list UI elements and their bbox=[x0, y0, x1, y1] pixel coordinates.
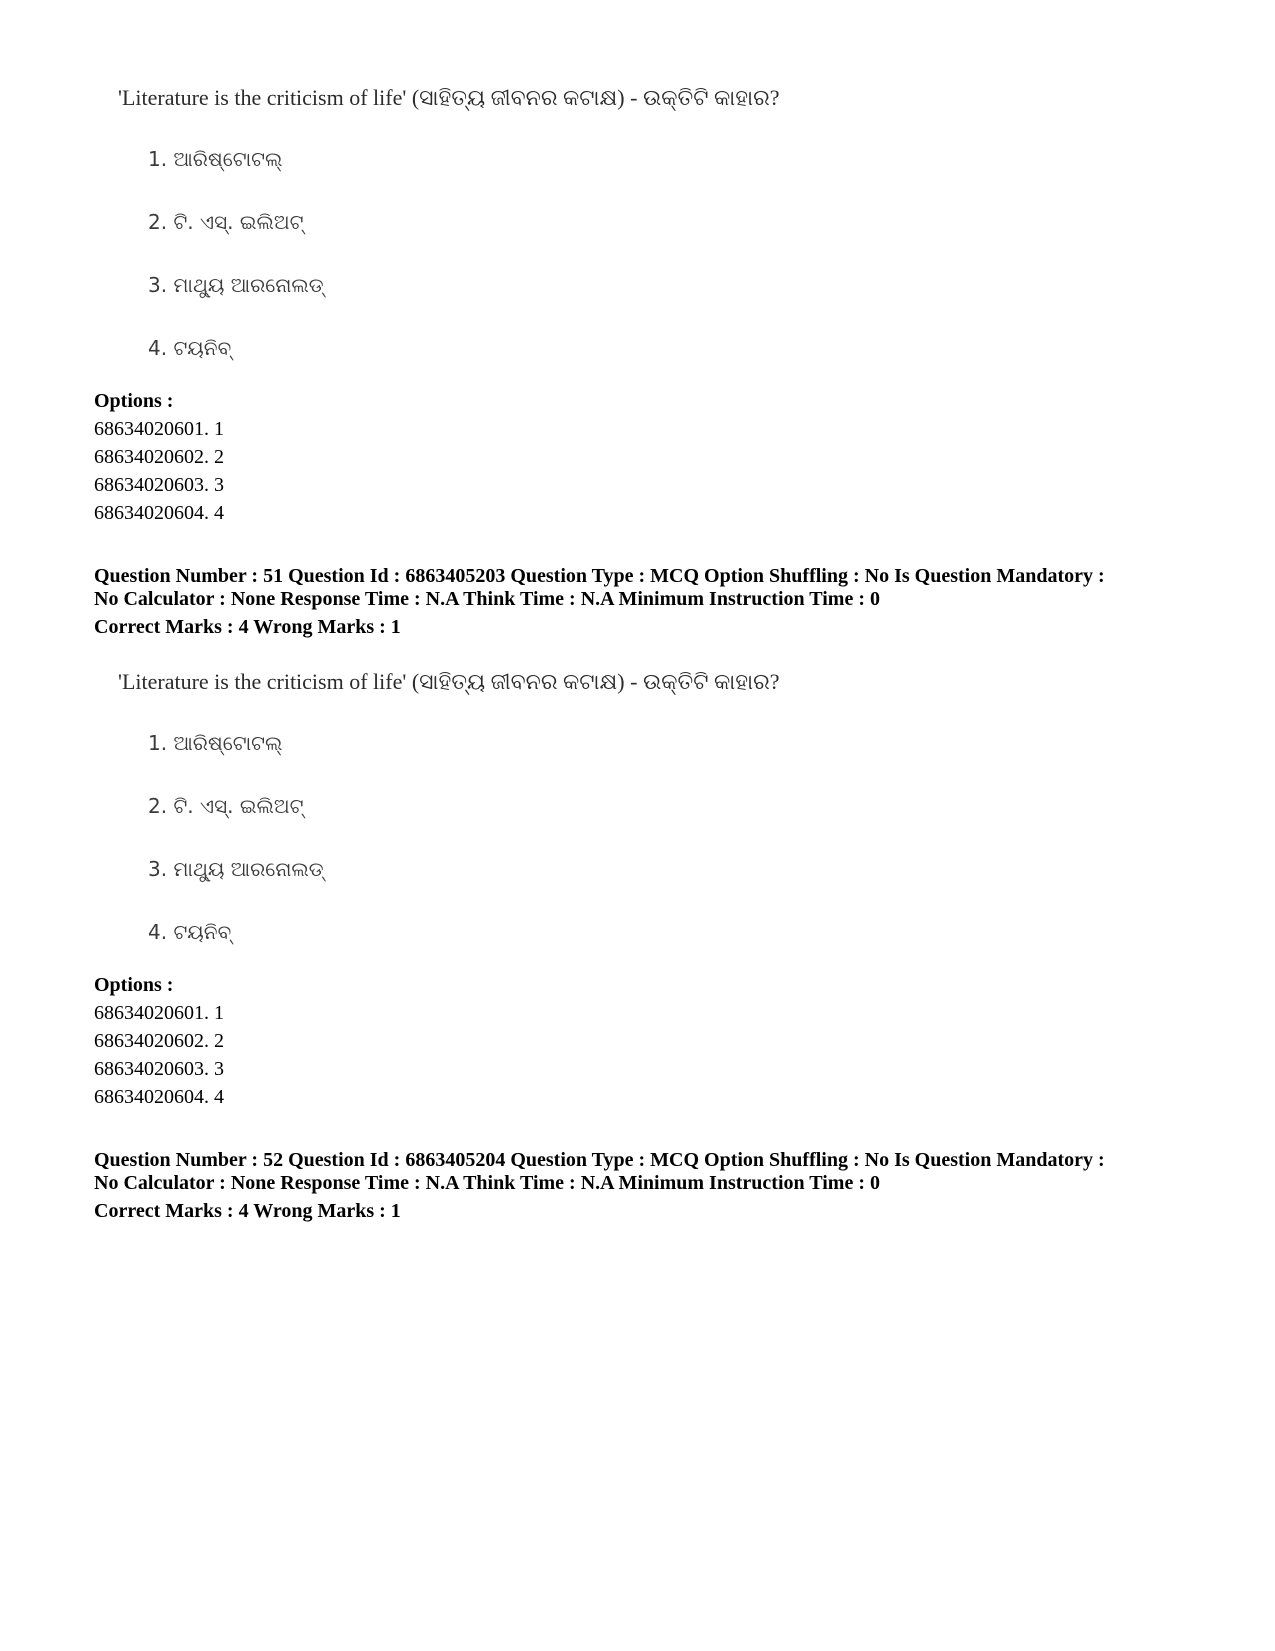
option-line-2: 68634020602. 2 bbox=[94, 1030, 224, 1052]
question-meta-line-2: No Calculator : None Response Time : N.A Think Time : N.A Minimum Instruction Time : 0 bbox=[94, 588, 880, 610]
question-stem: 'Literature is the criticism of life' (ସାହିତ୍ୟ ଜୀବନର କଟାକ୍ଷ) - ଉକ୍ତିଟି କାହାର? bbox=[118, 669, 780, 694]
question-choice-1: 1. ଆରିଷ୍ଟୋଟଲ୍ bbox=[148, 731, 283, 755]
question-choice-2: 2. ଟି. ଏସ୍. ଇଲିଅଟ୍ bbox=[148, 210, 304, 234]
option-line-3: 68634020603. 3 bbox=[94, 474, 224, 496]
option-line-1: 68634020601. 1 bbox=[94, 418, 224, 440]
question-choice-4: 4. ଟୟନିବ୍ bbox=[148, 336, 232, 360]
options-label: Options : bbox=[94, 974, 174, 996]
question-meta-line-1: Question Number : 52 Question Id : 6863405204 Question Type : MCQ Option Shuffling : No Is Question Mandatory : bbox=[94, 1149, 1105, 1171]
question-image bbox=[118, 668, 878, 944]
question-choice-1: 1. ଆରିଷ୍ଟୋଟଲ୍ bbox=[148, 147, 283, 171]
question-choice-3: 3. ମାଥ୍ୟୁ ଆରନୋଲଡ୍ bbox=[148, 857, 324, 881]
question-meta-line-1: Question Number : 51 Question Id : 6863405203 Question Type : MCQ Option Shuffling : No Is Question Mandatory : bbox=[94, 565, 1105, 587]
question-marks: Correct Marks : 4 Wrong Marks : 1 bbox=[94, 1200, 401, 1222]
question-image bbox=[118, 84, 878, 360]
option-line-2: 68634020602. 2 bbox=[94, 446, 224, 468]
question-meta-line-2: No Calculator : None Response Time : N.A Think Time : N.A Minimum Instruction Time : 0 bbox=[94, 1172, 880, 1194]
option-line-1: 68634020601. 1 bbox=[94, 1002, 224, 1024]
question-choice-2: 2. ଟି. ଏସ୍. ଇଲିଅଟ୍ bbox=[148, 794, 304, 818]
options-label: Options : bbox=[94, 390, 174, 412]
question-choice-4: 4. ଟୟନିବ୍ bbox=[148, 920, 232, 944]
question-marks: Correct Marks : 4 Wrong Marks : 1 bbox=[94, 616, 401, 638]
option-line-4: 68634020604. 4 bbox=[94, 1086, 224, 1108]
question-stem: 'Literature is the criticism of life' (ସାହିତ୍ୟ ଜୀବନର କଟାକ୍ଷ) - ଉକ୍ତିଟି କାହାର? bbox=[118, 85, 780, 110]
option-line-3: 68634020603. 3 bbox=[94, 1058, 224, 1080]
option-line-4: 68634020604. 4 bbox=[94, 502, 224, 524]
question-choice-3: 3. ମାଥ୍ୟୁ ଆରନୋଲଡ୍ bbox=[148, 273, 324, 297]
